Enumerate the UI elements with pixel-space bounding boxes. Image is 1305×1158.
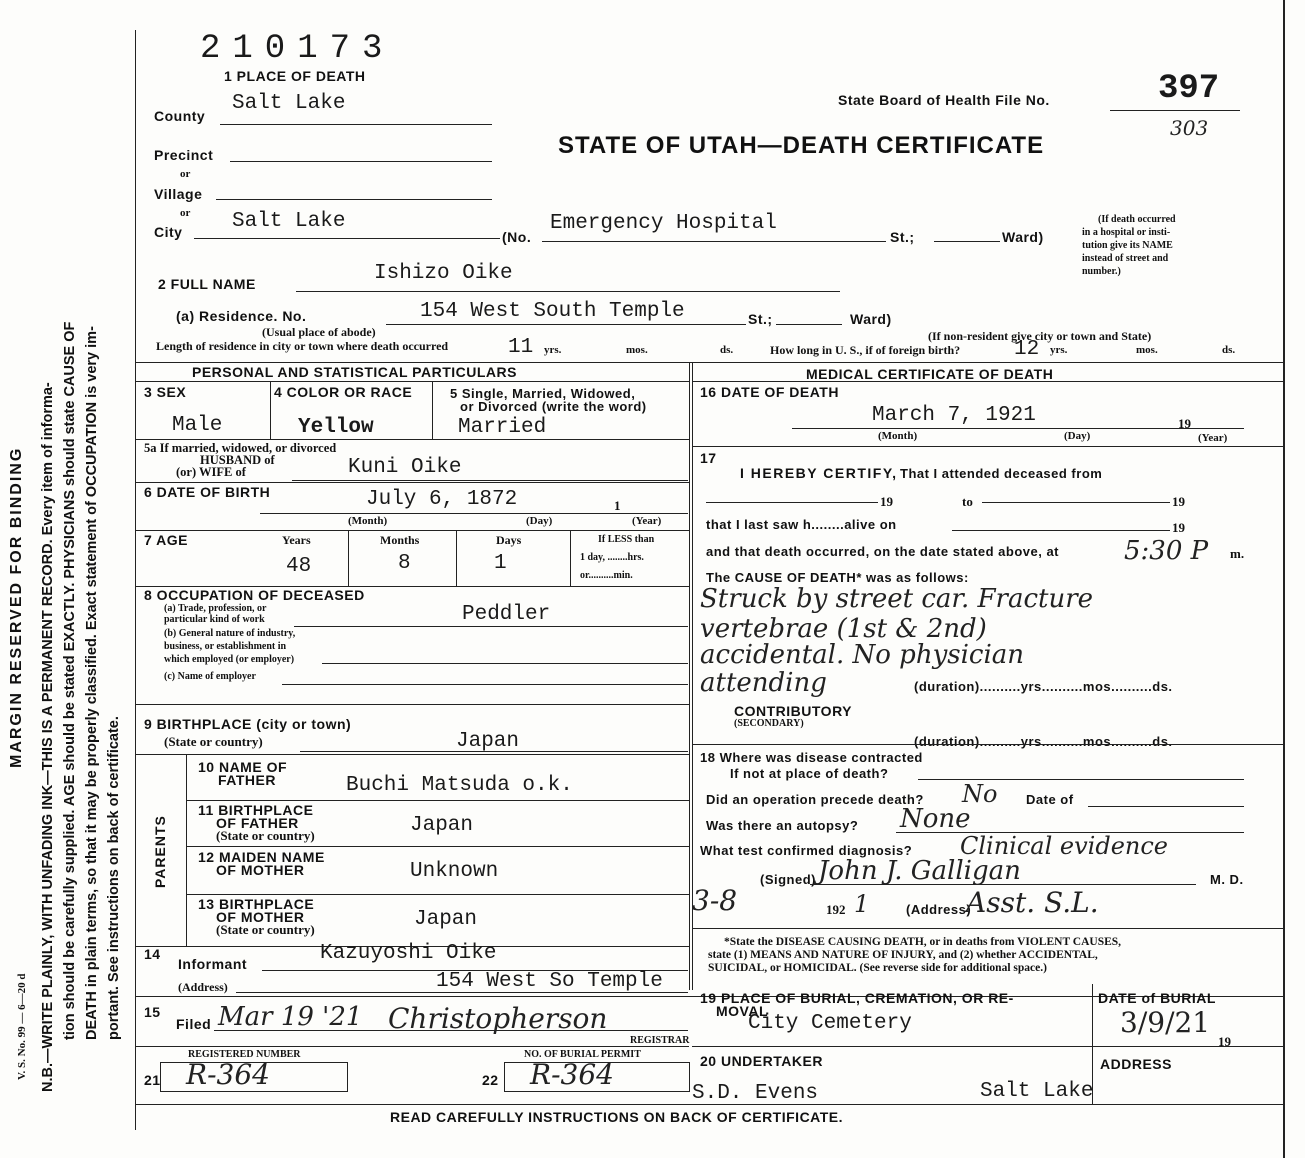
usual-abode-label: (Usual place of abode) (262, 325, 376, 339)
age-days-value: 1 (494, 552, 507, 575)
length-residence-label: Length of residence in city or town where death occurred (156, 339, 449, 353)
dod-year-prefix: 19 (1178, 416, 1191, 431)
spouse-label-1: 5a If married, widowed, or divorced (144, 441, 337, 455)
death-occurred-label: and that death occurred, on the date stated above, at (706, 544, 1060, 559)
precinct-label: Precinct (154, 147, 214, 163)
burial-place-label: 19 PLACE OF BURIAL, CREMATION, OR RE- (700, 990, 1014, 1006)
personal-particulars-header: PERSONAL AND STATISTICAL PARTICULARS (192, 364, 517, 380)
date-of-death-value: March 7, 1921 (872, 404, 1036, 427)
mother-birthplace-value: Japan (414, 908, 478, 931)
sex-label: 3 SEX (144, 384, 187, 400)
burial-year-suffix: 19 (1218, 1034, 1231, 1049)
non-resident-note: (If non-resident give city or town and State) (928, 329, 1152, 343)
mother-name-label: 12 MAIDEN NAME (198, 849, 325, 865)
birthplace-label: 9 BIRTHPLACE (city or town) (144, 716, 352, 732)
to-label: to (962, 494, 973, 509)
father-birthplace-state: (State or country) (216, 828, 315, 843)
diagnosis-label: What test confirmed diagnosis? (700, 843, 913, 858)
dob-value: July 6, 1872 (366, 488, 518, 511)
registrar-label: REGISTRAR (630, 1035, 690, 1046)
mother-birthplace-label-2: OF MOTHER (216, 909, 305, 925)
address-label-2: (Address) (906, 902, 972, 917)
filed-date-value: Mar 19 '21 (218, 1002, 363, 1032)
occupation-b-3: which employed (or employer) (164, 654, 295, 665)
registered-number-value: R-364 (186, 1058, 270, 1091)
time-of-death-value: 5:30 P (1124, 536, 1209, 566)
autopsy-value: None (900, 804, 971, 834)
operation-label: Did an operation precede death? (706, 792, 924, 807)
hospital-note-5: number.) (1082, 266, 1121, 277)
item-17: 17 (700, 450, 717, 466)
contributory-label: CONTRIBUTORY (734, 703, 852, 719)
form-number: V. S. No. 99 — 6—20 d (16, 973, 28, 1080)
year-caption-2: (Year) (1198, 432, 1228, 444)
yrs-label-1: yrs. (544, 344, 562, 356)
residence-label: (a) Residence. No. (176, 308, 307, 324)
duration-label-1: (duration)..........yrs..........mos..........ds. (914, 679, 1173, 694)
margin-binding-text: MARGIN RESERVED FOR BINDING (8, 446, 25, 768)
date-of-burial-label: DATE of BURIAL (1098, 990, 1216, 1006)
ds-label-2: ds. (1222, 344, 1236, 356)
day-caption-1: (Day) (526, 515, 553, 527)
burial-place-label-2: MOVAL (716, 1003, 769, 1019)
physician-signature: John J. Galligan (818, 856, 1021, 886)
month-caption-1: (Month) (348, 515, 388, 527)
marital-label: 5 Single, Married, Widowed, (450, 386, 636, 401)
burial-permit-value: R-364 (530, 1058, 614, 1091)
filed-label: Filed (176, 1016, 212, 1032)
signed-date-year-hw: 1 (854, 890, 870, 918)
father-name-label-2: FATHER (218, 772, 276, 788)
ds-label-1: ds. (720, 344, 734, 356)
last-saw-label: that I last saw h........alive on (706, 517, 897, 532)
secondary-label: (SECONDARY) (734, 718, 804, 729)
date-of-burial-value: 3/9/21 (1120, 1006, 1211, 1039)
registrar-signature: Christopherson (388, 1002, 608, 1035)
mother-birthplace-label: 13 BIRTHPLACE (198, 896, 315, 912)
md-label: M. D. (1210, 872, 1244, 887)
certificate-number: 210173 (200, 30, 395, 68)
certify-text-2: That I attended deceased from (900, 466, 1103, 481)
autopsy-label: Was there an autopsy? (706, 818, 859, 833)
informant-value: Kazuyoshi Oike (320, 942, 497, 965)
physician-address: Asst. S.L. (966, 886, 1099, 919)
father-birthplace-value: Japan (410, 814, 474, 837)
occupation-b-1: (b) General nature of industry, (164, 628, 296, 639)
address-label-3: ADDRESS (1100, 1056, 1172, 1072)
or-1: or (180, 168, 191, 180)
occupation-a-2: particular kind of work (164, 614, 265, 625)
marital-label-2: or Divorced (write the word) (460, 399, 647, 414)
year-caption-1: (Year) (632, 515, 662, 527)
full-name-value: Ishizo Oike (374, 262, 513, 285)
date-of-death-label: 16 DATE OF DEATH (700, 384, 839, 400)
file-number-handwritten: 303 (1170, 116, 1209, 140)
ward-label: Ward) (1002, 229, 1044, 245)
city-label: City (154, 224, 183, 240)
birthplace-state-label: (State or country) (164, 734, 263, 749)
father-name-value: Buchi Matsuda o.k. (346, 774, 573, 797)
residence-value: 154 West South Temple (420, 300, 685, 323)
frame-right (1283, 0, 1285, 1158)
item-21: 21 (144, 1072, 161, 1088)
no-label: (No. (502, 229, 532, 245)
father-birthplace-label-2: OF FATHER (216, 815, 299, 831)
months-label: Months (380, 533, 420, 547)
cause-line-2: vertebrae (1st & 2nd) (700, 614, 987, 644)
mos-label-2: mos. (1136, 344, 1158, 356)
instruction-line-3: DEATH in plain terms, so that it may be properly classified. Exact statement of OCCUPATION is very im- (84, 326, 100, 1040)
nineteen-3: 19 (1172, 520, 1185, 535)
registered-number-label: REGISTERED NUMBER (188, 1049, 301, 1060)
instruction-line-2: tion should be carefully supplied. AGE should be stated EXACTLY. PHYSICIANS should state CAUSE OF (62, 321, 78, 1040)
age-label: 7 AGE (144, 532, 188, 548)
date-of-label: Date of (1026, 792, 1074, 807)
burial-place-value: City Cemetery (748, 1012, 912, 1035)
nineteen-2: 19 (1172, 494, 1185, 509)
pm-suffix: m. (1230, 546, 1245, 561)
hospital-note-4: instead of street and (1082, 253, 1169, 264)
frame-left (135, 30, 136, 1130)
st-label: St.; (890, 229, 915, 245)
spouse-label-2: HUSBAND of (200, 453, 275, 467)
hospital-note-1: (If death occurred (1098, 214, 1176, 225)
mother-name-label-2: OF MOTHER (216, 862, 305, 878)
undertaker-value: S.D. Evens (692, 1082, 819, 1105)
county-label: County (154, 108, 206, 124)
father-birthplace-label: 11 BIRTHPLACE (198, 802, 314, 818)
informant-label: Informant (178, 956, 248, 972)
father-name-label: 10 NAME OF (198, 759, 288, 775)
hospital-value: Emergency Hospital (550, 212, 777, 235)
dob-label: 6 DATE OF BIRTH (144, 484, 271, 500)
hospital-note-2: in a hospital or insti- (1082, 227, 1171, 238)
spouse-label-3: (or) WIFE of (176, 465, 246, 479)
yrs-label-2: yrs. (1050, 344, 1068, 356)
undertaker-address: Salt Lake (980, 1080, 1094, 1103)
us-years-value: 12 (1014, 338, 1040, 361)
contracted-label: 18 Where was disease contracted (700, 750, 923, 765)
place-of-death-label: 1 PLACE OF DEATH (224, 68, 366, 84)
less-than-day-3: or..........min. (580, 570, 633, 581)
item-22: 22 (482, 1072, 499, 1088)
operation-value: No (962, 780, 998, 808)
occupation-label: 8 OCCUPATION OF DECEASED (144, 587, 365, 603)
color-race-label: 4 COLOR OR RACE (274, 384, 413, 400)
burial-permit-label: NO. OF BURIAL PERMIT (524, 1049, 641, 1060)
duration-label-2: (duration)..........yrs..........mos..........ds. (914, 734, 1173, 749)
occupation-value: Peddler (462, 603, 551, 626)
birthplace-value: Japan (456, 730, 520, 753)
undertaker-label: 20 UNDERTAKER (700, 1053, 823, 1069)
signed-date-year: 192 (826, 902, 846, 917)
address-label: (Address) (178, 980, 228, 994)
residence-st-label: St.; (748, 311, 773, 327)
spouse-value: Kuni Oike (348, 456, 462, 479)
signed-date-value: 3-8 (692, 884, 738, 917)
days-label: Days (496, 533, 522, 547)
age-months-value: 8 (398, 552, 411, 575)
informant-address: 154 West So Temple (436, 970, 663, 993)
item-15: 15 (144, 1004, 161, 1020)
mother-birthplace-state: (State or country) (216, 922, 315, 937)
diagnosis-value: Clinical evidence (960, 832, 1169, 860)
age-years-value: 48 (286, 555, 312, 578)
cause-line-1: Struck by street car. Fracture (700, 584, 1094, 614)
certificate-title: STATE OF UTAH—DEATH CERTIFICATE (558, 132, 1045, 159)
not-place-label: If not at place of death? (730, 766, 889, 781)
certify-text: I HEREBY CERTIFY, (740, 465, 898, 481)
years-label: Years (282, 533, 311, 547)
occupation-c: (c) Name of employer (164, 671, 256, 682)
nineteen-1: 19 (880, 494, 893, 509)
footnote-2: state (1) MEANS AND NATURE OF INJURY, and (2) whether ACCIDENTAL, (708, 949, 1098, 961)
occupation-a-1: (a) Trade, profession, or (164, 603, 267, 614)
footnote-1: *State the DISEASE CAUSING DEATH, or in deaths from VIOLENT CAUSES, (724, 936, 1122, 948)
cause-label: The CAUSE OF DEATH* was as follows: (706, 570, 969, 585)
residence-years-value: 11 (508, 336, 534, 359)
sex-value: Male (172, 414, 223, 437)
color-race-value: Yellow (298, 416, 374, 439)
how-long-us-label: How long in U. S., if of foreign birth? (770, 343, 961, 357)
item-14: 14 (144, 946, 161, 962)
month-caption-2: (Month) (878, 430, 918, 442)
village-label: Village (154, 186, 203, 202)
county-value: Salt Lake (232, 92, 346, 115)
signed-label: (Signed) (760, 872, 816, 887)
full-name-label: 2 FULL NAME (158, 276, 256, 292)
residence-ward-label: Ward) (850, 311, 892, 327)
marital-value: Married (458, 416, 547, 439)
less-than-day-1: If LESS than (598, 534, 655, 545)
day-caption-2: (Day) (1064, 430, 1091, 442)
footnote-3: SUICIDAL, or HOMICIDAL. (See reverse side for additional space.) (708, 962, 1047, 974)
file-no-label: State Board of Health File No. (838, 92, 1050, 108)
instruction-line-1: N.B.—WRITE PLAINLY, WITH UNFADING INK—THIS IS A PERMANENT RECORD. Every item of informa- (40, 382, 56, 1092)
less-than-day-2: 1 day, ........hrs. (580, 552, 644, 563)
parents-label: PARENTS (152, 815, 168, 888)
city-value: Salt Lake (232, 210, 346, 233)
file-number: 397 (1158, 70, 1220, 108)
or-2: or (180, 207, 191, 219)
cause-line-4: attending (700, 668, 827, 698)
hospital-note-3: tution give its NAME (1082, 240, 1173, 251)
dob-year-prefix: 1 (614, 498, 621, 513)
footer-instructions: READ CAREFULLY INSTRUCTIONS ON BACK OF CERTIFICATE. (390, 1109, 844, 1125)
mother-name-value: Unknown (410, 860, 499, 883)
occupation-b-2: business, or establishment in (164, 641, 287, 652)
medical-certificate-header: MEDICAL CERTIFICATE OF DEATH (806, 366, 1054, 382)
instruction-line-4: portant. See instructions on back of certificate. (106, 716, 122, 1040)
cause-line-3: accidental. No physician (700, 640, 1025, 670)
mos-label-1: mos. (626, 344, 648, 356)
